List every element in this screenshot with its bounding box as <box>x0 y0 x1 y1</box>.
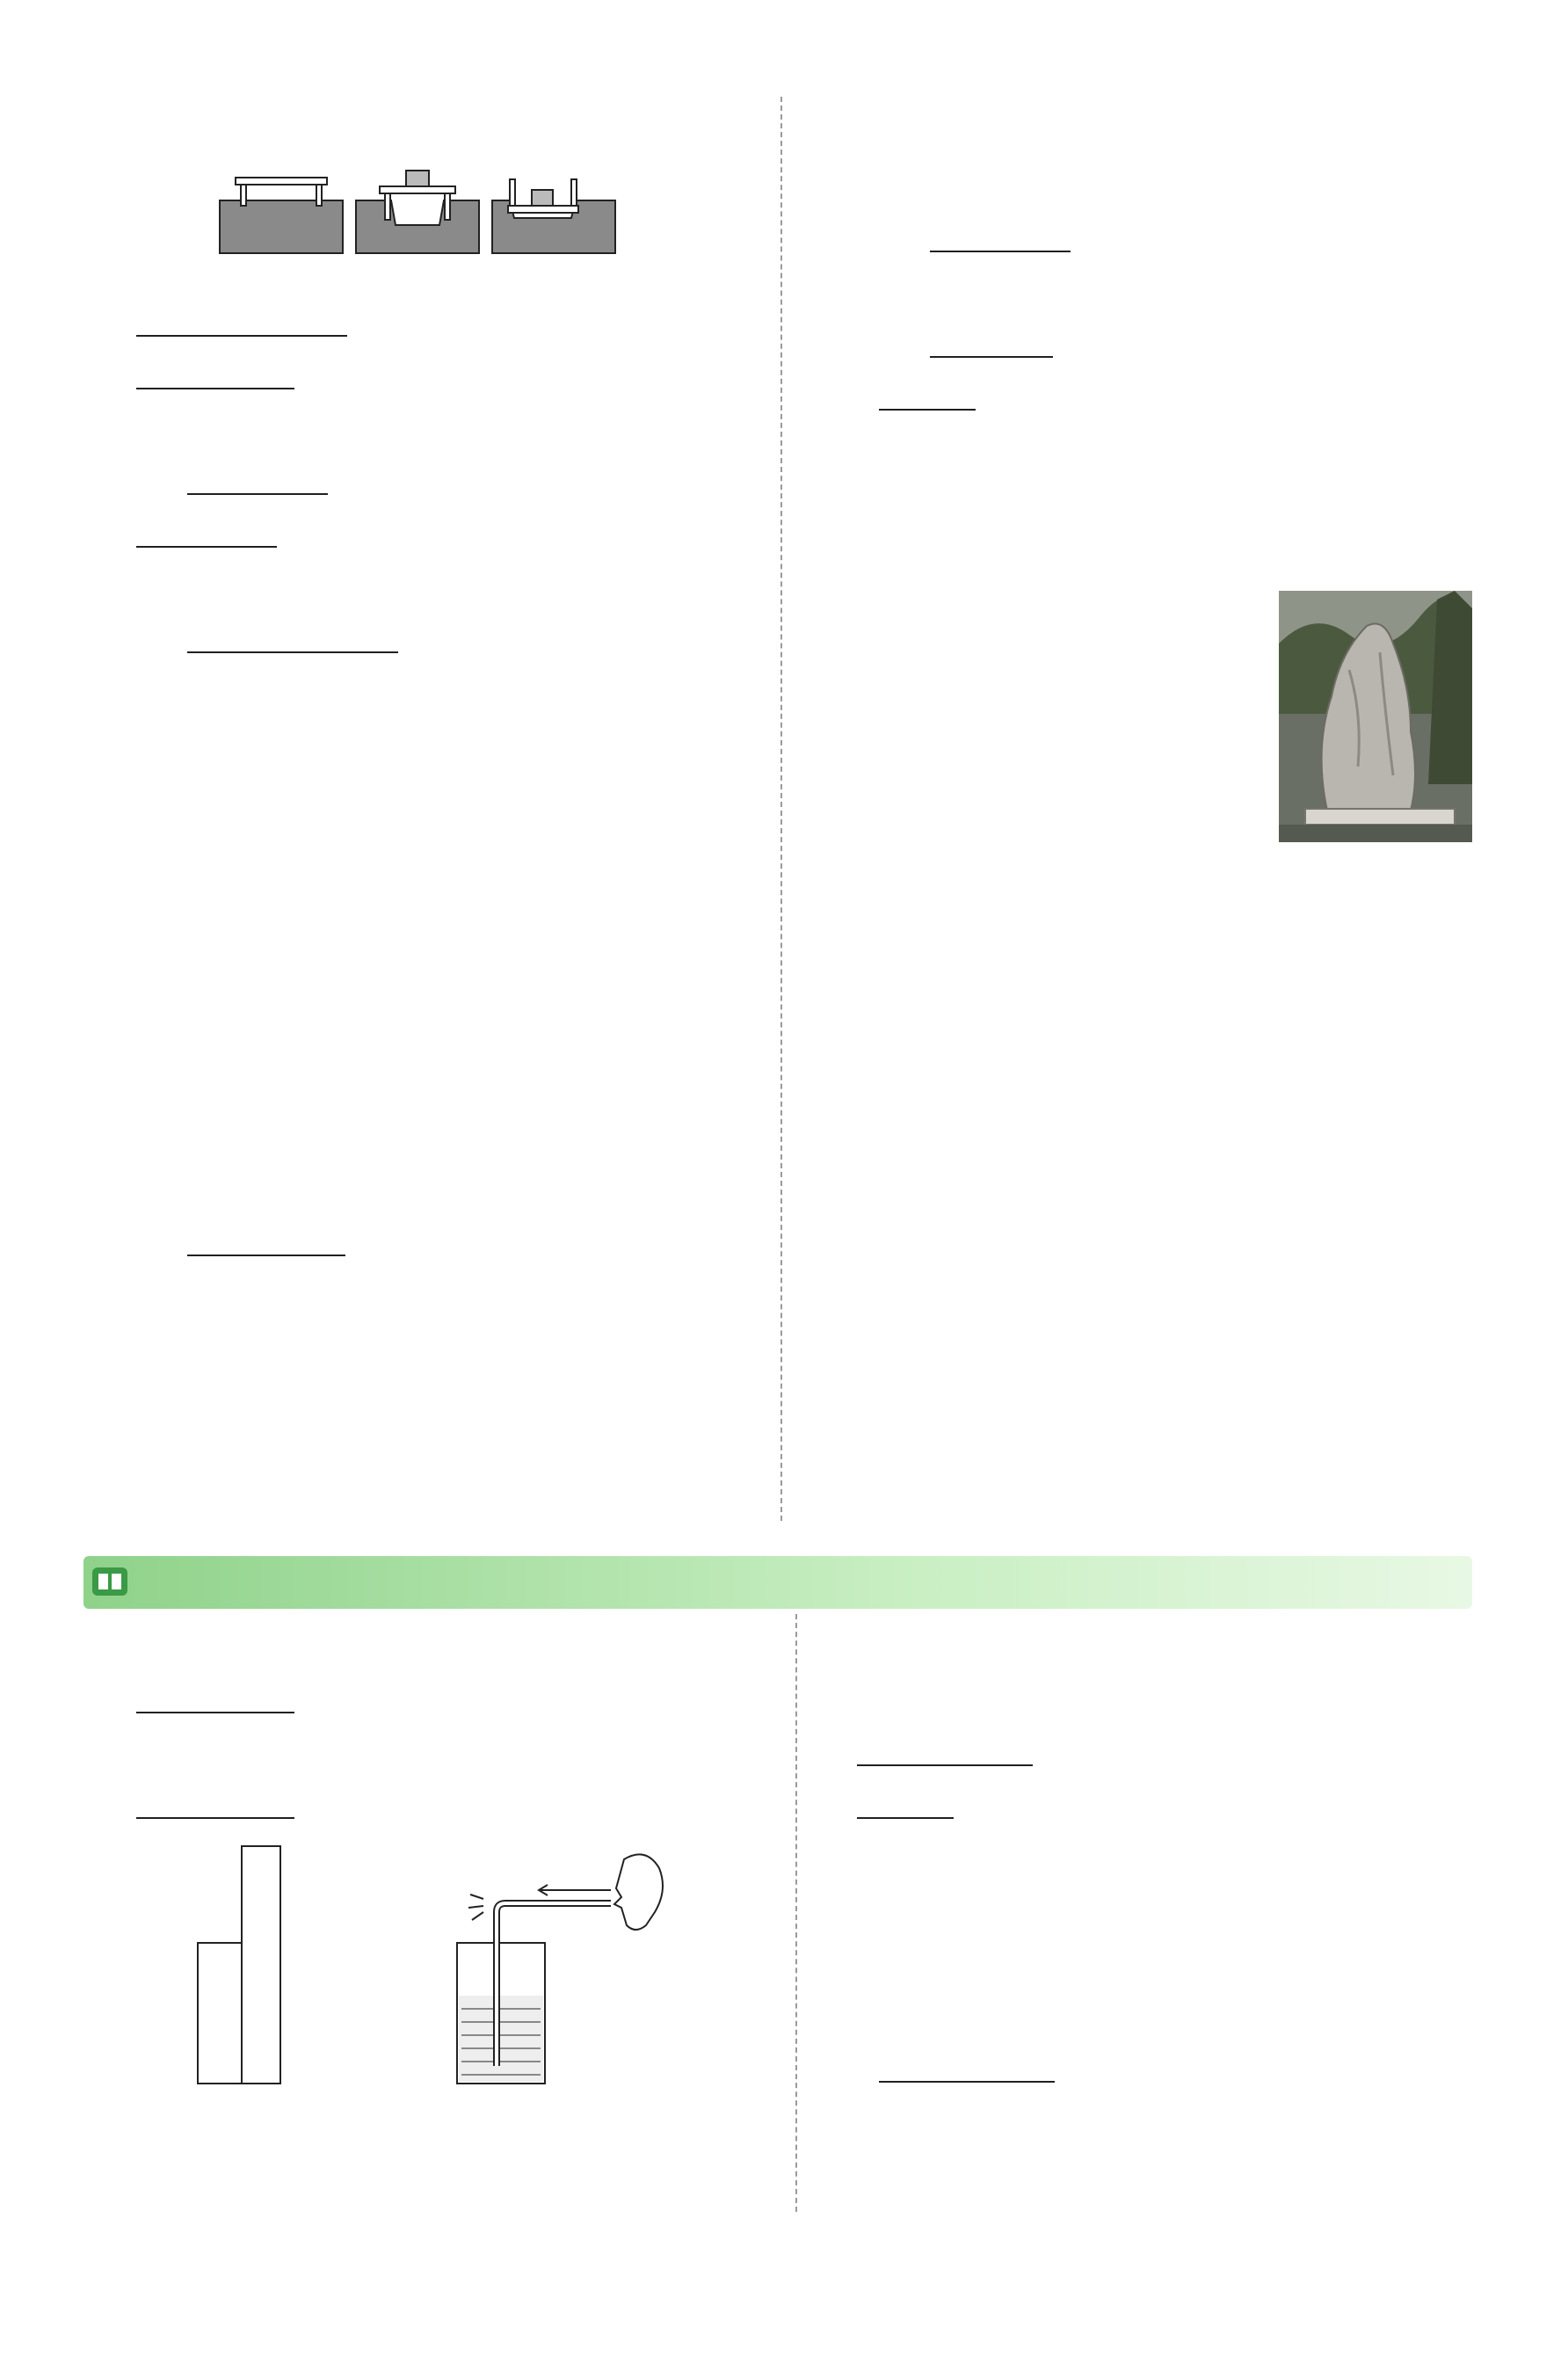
q10-stem <box>83 663 760 716</box>
answer-blank[interactable] <box>136 511 277 548</box>
sponge-jia <box>220 178 343 253</box>
answer-blank[interactable] <box>930 321 1053 358</box>
p3-stem <box>826 1829 1477 2092</box>
answer-blank[interactable] <box>879 2046 1055 2083</box>
q10-part4 <box>826 367 1477 420</box>
answer-blank[interactable] <box>136 1676 294 1713</box>
q9-part1 <box>83 294 760 346</box>
p1-stem <box>83 1618 760 1829</box>
q9-stem <box>83 104 760 156</box>
ruler-cylinder-figure <box>198 1846 280 2084</box>
sponge-bing <box>492 179 615 253</box>
q10-part2 <box>826 104 1477 262</box>
right-column-bottom <box>826 1618 1477 2092</box>
sponge-yi <box>356 171 479 253</box>
answer-blank[interactable] <box>930 215 1071 252</box>
landscape-stone-photo <box>1279 591 1472 842</box>
book-icon <box>91 1565 128 1598</box>
figures-1-2 <box>83 1829 760 2110</box>
p2-continued <box>826 1618 1477 1829</box>
answer-blank[interactable] <box>136 1782 294 1819</box>
q10-part1 <box>83 1108 760 1266</box>
q9-part2 <box>83 346 760 505</box>
left-column-bottom <box>83 1618 760 2166</box>
answer-blank[interactable] <box>187 458 328 495</box>
pressure-gauge-figure <box>176 723 668 1101</box>
answer-blank[interactable] <box>857 1729 954 1766</box>
q10-part3 <box>826 262 1477 367</box>
answer-blank[interactable] <box>954 1729 1033 1766</box>
answer-blank[interactable] <box>857 1782 954 1819</box>
column-divider-bottom <box>795 1614 797 2212</box>
answer-blank[interactable] <box>879 374 976 411</box>
column-divider <box>780 97 782 1521</box>
answer-blank[interactable] <box>187 616 398 653</box>
left-column <box>83 104 760 1266</box>
section-bar <box>83 1556 1472 1609</box>
q9-part3 <box>83 505 760 663</box>
sponge-figure <box>211 164 633 287</box>
answer-blank[interactable] <box>187 1219 345 1256</box>
p2-stem <box>83 2113 760 2166</box>
answer-blank[interactable] <box>136 300 347 337</box>
blow-straw-figure <box>457 1854 663 2084</box>
answer-blank[interactable] <box>136 353 294 389</box>
